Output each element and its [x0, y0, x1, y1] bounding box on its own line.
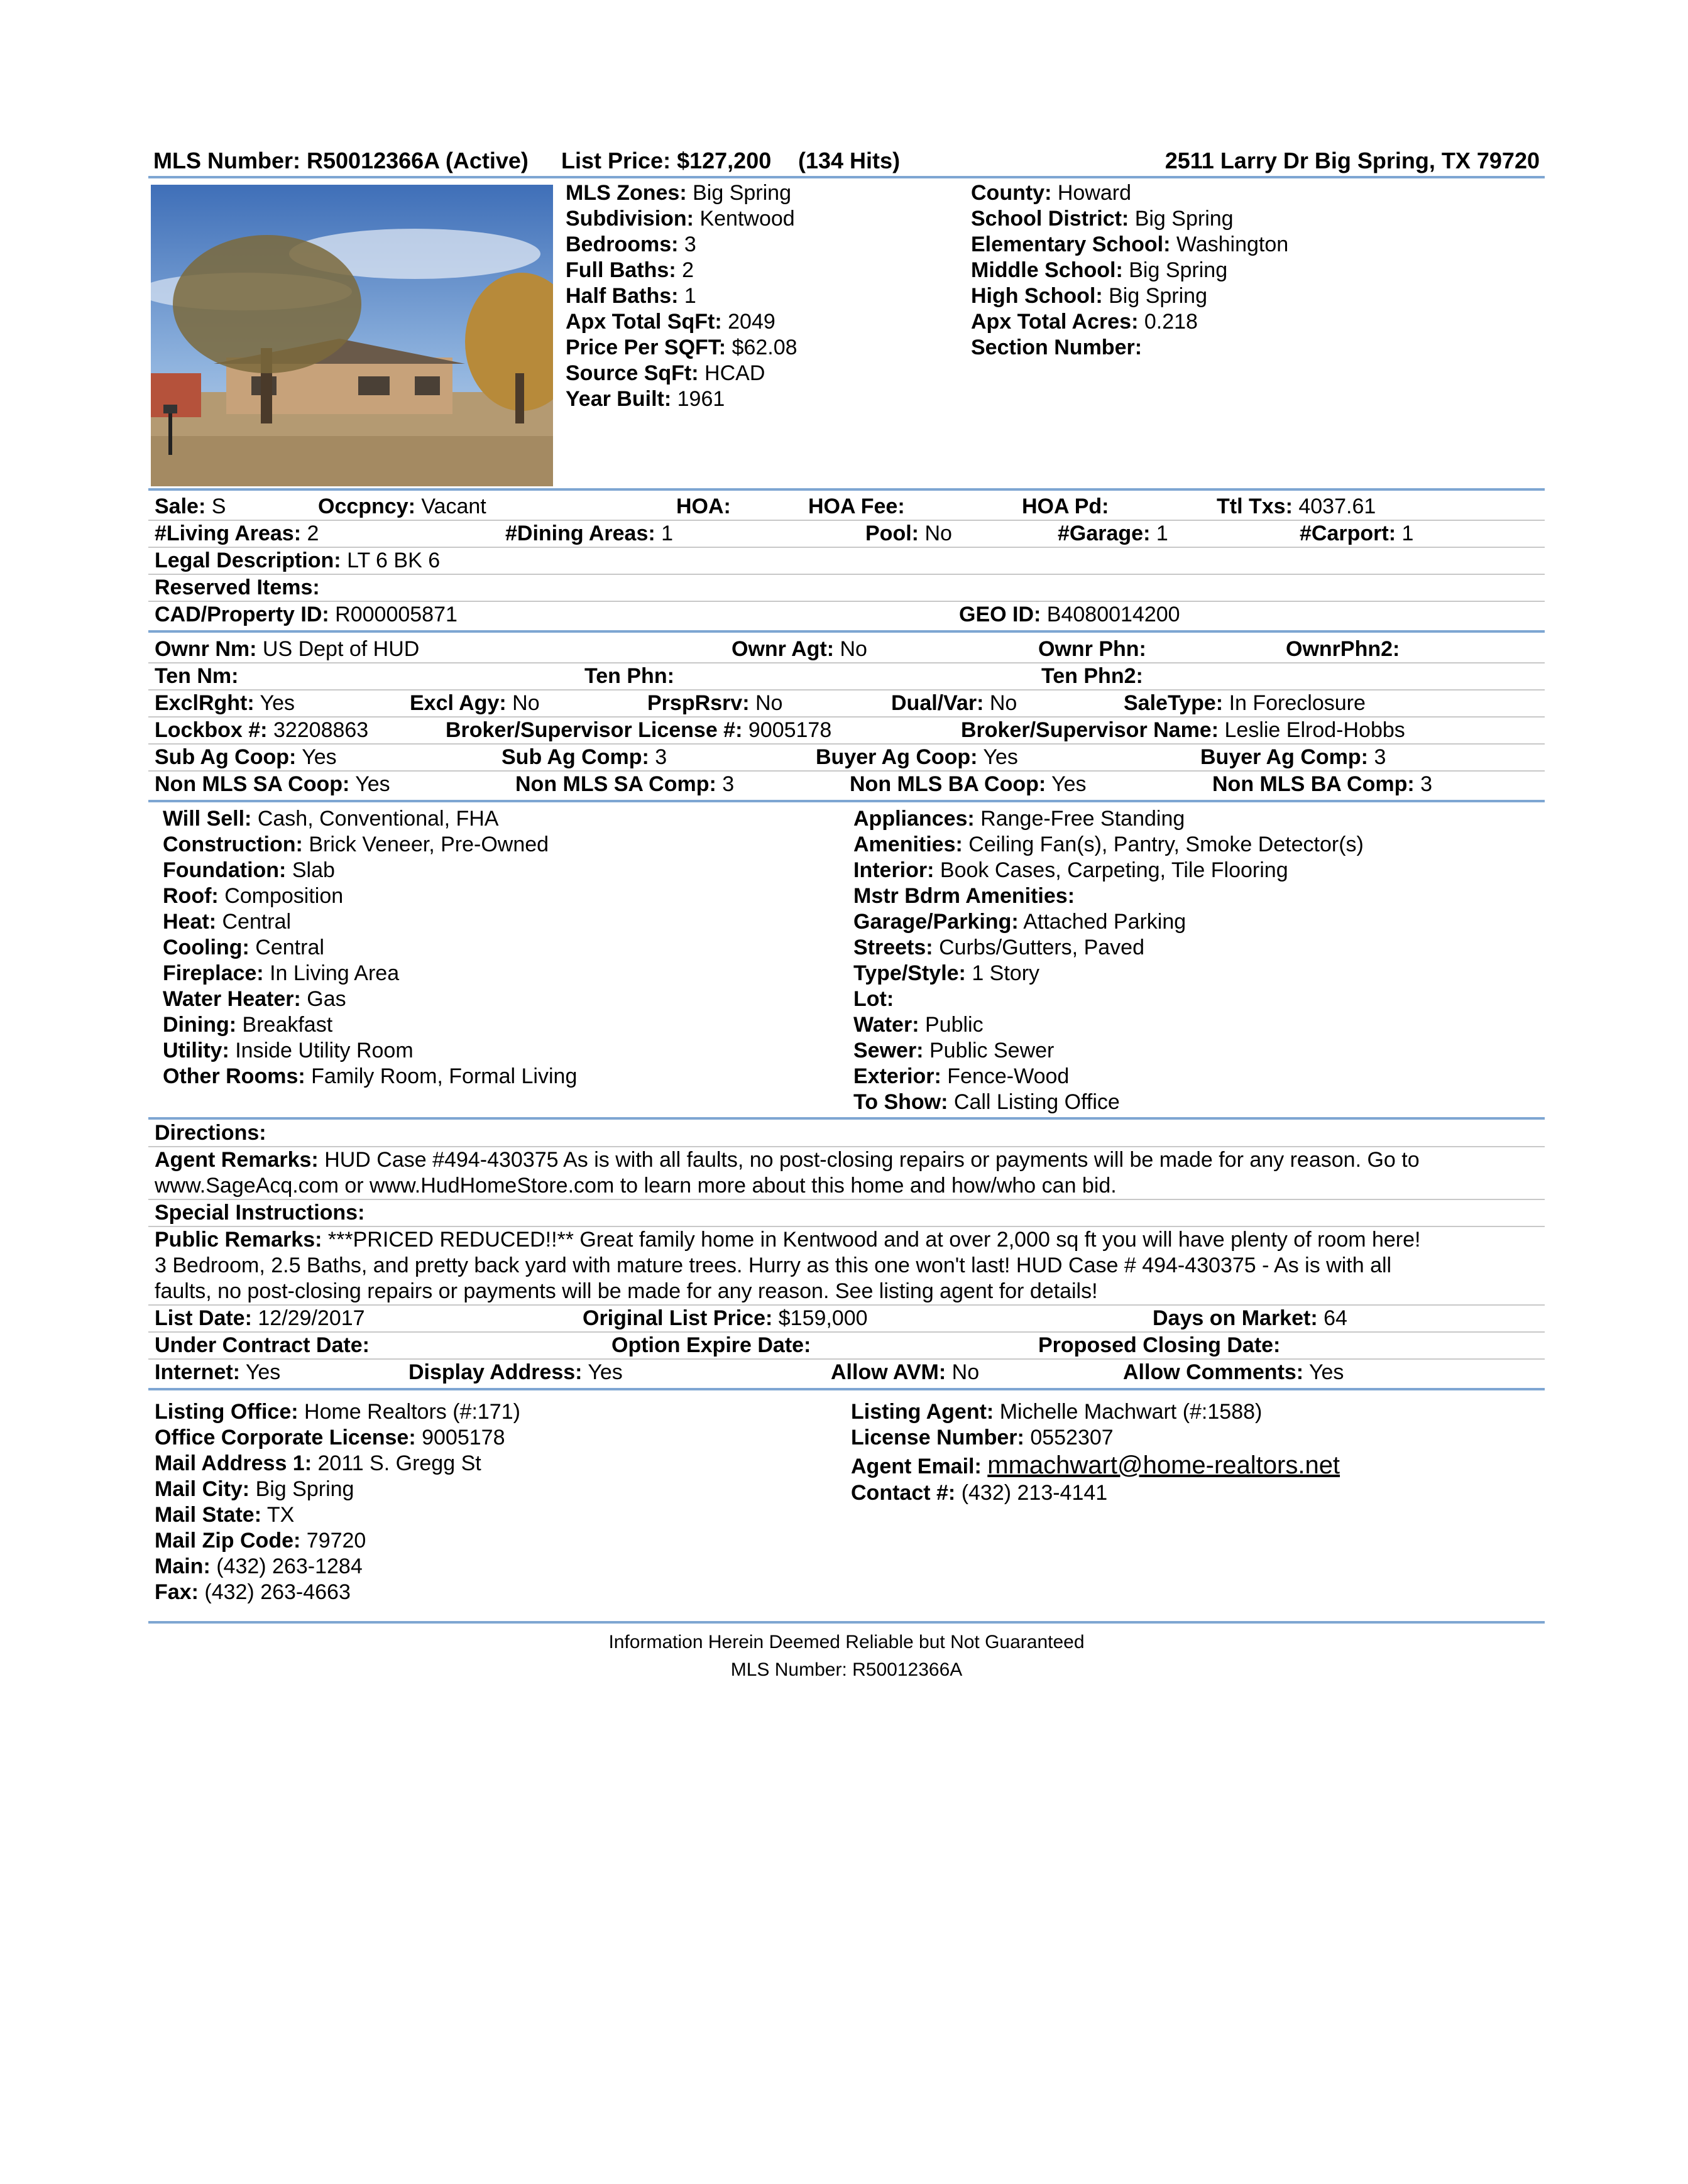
school-value: Big Spring: [1109, 284, 1207, 308]
summary-left: [566, 180, 797, 412]
field-label: #Living Areas:: [155, 521, 302, 545]
owner-name-value: US Dept of HUD: [262, 637, 420, 661]
office-label: Office Corporate License:: [155, 1426, 416, 1450]
office-left: [155, 1399, 520, 1605]
office-value: Home Realtors (#:171): [304, 1400, 520, 1424]
summary-field: [566, 361, 797, 386]
field-label: Reserved Items:: [155, 576, 320, 599]
field-label: HOA Fee:: [808, 494, 905, 518]
field-label: HOA:: [676, 494, 731, 518]
feature-label: Heat:: [163, 910, 217, 934]
feature-field: [163, 832, 577, 858]
feature-label: Cooling:: [163, 936, 249, 959]
school-value: Howard: [1057, 181, 1132, 205]
field-label: SaleType:: [1124, 691, 1224, 715]
field-label: Special Instructions:: [155, 1201, 365, 1225]
field-label: GEO ID:: [959, 603, 1041, 626]
feature-field: [853, 1012, 1364, 1038]
field-value: 1: [661, 521, 674, 545]
feature-label: Utility:: [163, 1039, 229, 1062]
school-field: [971, 206, 1288, 232]
field-value: Yes: [588, 1360, 623, 1384]
feature-value: Call Listing Office: [953, 1090, 1120, 1114]
feature-value: Public Sewer: [929, 1039, 1055, 1062]
feature-value: Breakfast: [242, 1013, 333, 1037]
feature-label: Interior:: [853, 858, 934, 882]
contract-row: [155, 1333, 1543, 1358]
cad-row: [155, 602, 1543, 628]
summary-value: 2049: [728, 310, 775, 334]
field-label: Days on Market:: [1153, 1306, 1318, 1330]
field-value: 32208863: [273, 718, 369, 742]
listing-header: [148, 146, 1545, 178]
school-value: Big Spring: [1129, 258, 1228, 282]
field-label: HOA Pd:: [1022, 494, 1109, 518]
feature-value: Slab: [292, 858, 335, 882]
field-label: Public Remarks:: [155, 1228, 322, 1252]
summary-value: Big Spring: [693, 181, 791, 205]
public-remarks: [155, 1227, 1537, 1304]
office-value: 2011 S. Gregg St: [317, 1451, 481, 1475]
summary-field: [566, 309, 797, 335]
feature-value: Book Cases, Carpeting, Tile Flooring: [940, 858, 1288, 882]
listing-agent-value: Michelle Machwart (#:1588): [999, 1400, 1263, 1424]
field-label: Allow AVM:: [831, 1360, 946, 1384]
field-label: List Date:: [155, 1306, 252, 1330]
summary-value: 3: [684, 232, 696, 256]
field-value: 9005178: [748, 718, 832, 742]
summary-label: Year Built:: [566, 387, 672, 411]
feature-label: Amenities:: [853, 833, 963, 856]
field-value: No: [512, 691, 540, 715]
agent-email-link[interactable]: mmachwart@home-realtors.net: [987, 1451, 1340, 1479]
field-value: 3: [1420, 772, 1433, 796]
field-label: Sale:: [155, 494, 206, 518]
office-value: 79720: [306, 1529, 366, 1553]
field-label: Broker/Supervisor License #:: [446, 718, 743, 742]
field-label: #Dining Areas:: [505, 521, 655, 545]
non-mls-row: [155, 772, 1543, 797]
summary-label: Source SqFt:: [566, 361, 699, 385]
feature-value: Ceiling Fan(s), Pantry, Smoke Detector(s): [968, 833, 1364, 856]
feature-field: [853, 961, 1364, 986]
original-price-value: $159,000: [778, 1306, 868, 1330]
feature-label: Sewer:: [853, 1039, 924, 1062]
feature-label: Water Heater:: [163, 987, 301, 1011]
school-field: [971, 232, 1288, 258]
field-value: HUD Case #494-430375 As is with all faults, no post-closing repairs or payments will be made for any reason. Go to: [324, 1148, 1420, 1172]
field-value: No: [989, 691, 1017, 715]
field-label: Buyer Ag Coop:: [816, 745, 978, 769]
feature-label: Streets:: [853, 936, 933, 959]
feature-field: [853, 1038, 1364, 1064]
feature-label: Fireplace:: [163, 961, 264, 985]
school-label: Middle School:: [971, 258, 1123, 282]
office-label: Mail City:: [155, 1477, 250, 1501]
feature-field: [163, 909, 577, 935]
summary-value: Kentwood: [699, 207, 795, 231]
feature-field: [853, 832, 1364, 858]
field-label: Contact #:: [851, 1481, 956, 1505]
field-label: Occpncy:: [318, 494, 415, 518]
field-value: 0552307: [1030, 1426, 1114, 1450]
school-label: County:: [971, 181, 1052, 205]
school-field: [971, 180, 1288, 206]
summary-label: Bedrooms:: [566, 232, 679, 256]
field-value: Yes: [260, 691, 295, 715]
office-field: [155, 1451, 520, 1477]
office-field: [155, 1477, 520, 1502]
field-value: No: [755, 691, 783, 715]
office-field: [155, 1425, 520, 1451]
section-divider: [148, 1621, 1545, 1624]
feature-label: Dining:: [163, 1013, 237, 1037]
list-price-label: List Price:: [561, 148, 671, 173]
section-divider: [148, 800, 1545, 802]
field-label: Pool:: [865, 521, 919, 545]
school-field: [971, 258, 1288, 283]
office-label: Mail State:: [155, 1503, 262, 1527]
feature-value: Inside Utility Room: [235, 1039, 414, 1062]
field-value: Yes: [1308, 1360, 1344, 1384]
office-field: [155, 1554, 520, 1580]
feature-label: Construction:: [163, 833, 303, 856]
field-label: ExclRght:: [155, 691, 255, 715]
sub-agent-row: [155, 745, 1543, 770]
field-value: Yes: [1051, 772, 1087, 796]
sale-value: S: [211, 494, 226, 518]
summary-field: [566, 386, 797, 412]
feature-field: [163, 961, 577, 986]
field-label: Ttl Txs:: [1217, 494, 1293, 518]
directions: [155, 1120, 1537, 1146]
office-right: [851, 1399, 1340, 1506]
office-label: Main:: [155, 1554, 211, 1578]
school-field: [971, 309, 1288, 335]
summary-value: 2: [682, 258, 694, 282]
field-label: Non MLS SA Comp:: [515, 772, 716, 796]
field-label: Display Address:: [408, 1360, 583, 1384]
feature-value: Central: [222, 910, 292, 934]
summary-label: Price Per SQFT:: [566, 336, 726, 359]
office-field: [155, 1580, 520, 1605]
field-value: No: [924, 521, 952, 545]
field-label: Agent Email:: [851, 1455, 982, 1478]
days-on-market-value: 64: [1324, 1306, 1347, 1330]
feature-field: [163, 1064, 577, 1089]
feature-value: Brick Veneer, Pre-Owned: [309, 833, 549, 856]
field-label: Internet:: [155, 1360, 240, 1384]
field-label: License Number:: [851, 1426, 1024, 1450]
list-price-value: $127,200: [677, 148, 772, 173]
field-label: Under Contract Date:: [155, 1333, 370, 1357]
field-label: Sub Ag Comp:: [501, 745, 649, 769]
feature-label: Other Rooms:: [163, 1064, 305, 1088]
summary-value: 1: [684, 284, 696, 308]
owner-row: [155, 636, 1543, 662]
field-label: #Carport:: [1300, 521, 1396, 545]
section-divider: [148, 1388, 1545, 1390]
field-value: No: [951, 1360, 980, 1384]
feature-label: To Show:: [853, 1090, 948, 1114]
summary-label: Full Baths:: [566, 258, 676, 282]
feature-label: Appliances:: [853, 807, 975, 831]
field-label: Broker/Supervisor Name:: [961, 718, 1219, 742]
footer-disclaimer: Information Herein Deemed Reliable but Not Guaranteed: [608, 1632, 1085, 1652]
feature-label: Foundation:: [163, 858, 287, 882]
office-value: 9005178: [422, 1426, 505, 1450]
feature-label: Exterior:: [853, 1064, 941, 1088]
summary-label: Apx Total SqFt:: [566, 310, 722, 334]
feature-label: Will Sell:: [163, 807, 252, 831]
field-value: 3: [722, 772, 735, 796]
field-value: No: [840, 637, 867, 661]
summary-field: [566, 232, 797, 258]
lockbox-row: [155, 718, 1543, 743]
field-value: 3 Bedroom, 2.5 Baths, and pretty back yard with mature trees. Hurry as this one won't last! HUD Case # 494-430375 - As is with all: [155, 1253, 1392, 1277]
field-label: CAD/Property ID:: [155, 603, 329, 626]
field-label: Non MLS SA Coop:: [155, 772, 350, 796]
office-label: Mail Address 1:: [155, 1451, 312, 1475]
field-label: Option Expire Date:: [611, 1333, 811, 1357]
feature-label: Type/Style:: [853, 961, 966, 985]
mls-number-value: R50012366A (Active): [307, 148, 529, 173]
geo-id-value: B4080014200: [1046, 603, 1180, 626]
summary-value: 1961: [677, 387, 725, 411]
school-value: Washington: [1176, 232, 1289, 256]
section-divider: [148, 630, 1545, 633]
field-value: Yes: [302, 745, 337, 769]
field-value: www.SageAcq.com or www.HudHomeStore.com to learn more about this home and how/who can bid.: [155, 1174, 1117, 1198]
field-label: Listing Agent:: [851, 1400, 994, 1424]
office-value: Big Spring: [255, 1477, 354, 1501]
field-label: Ten Phn2:: [1041, 664, 1143, 688]
feature-field: [163, 986, 577, 1012]
feature-field: [163, 806, 577, 832]
summary-label: Half Baths:: [566, 284, 679, 308]
feature-label: Water:: [853, 1013, 919, 1037]
exclusive-row: [155, 691, 1543, 716]
feature-field: [853, 909, 1364, 935]
section-divider: [148, 488, 1545, 491]
feature-value: In Living Area: [270, 961, 400, 985]
office-label: Fax:: [155, 1580, 199, 1604]
summary-field: [566, 283, 797, 309]
feature-field: [853, 883, 1364, 909]
sale-row: [155, 494, 1543, 520]
sale-type-value: In Foreclosure: [1229, 691, 1366, 715]
feature-value: Curbs/Gutters, Paved: [939, 936, 1144, 959]
field-value: 1: [1156, 521, 1168, 545]
field-value: faults, no post-closing repairs or payments will be made for any reason. See listing agent for details!: [155, 1279, 1098, 1303]
feature-label: Lot:: [853, 987, 894, 1011]
office-value: (432) 263-1284: [216, 1554, 363, 1578]
field-value: ***PRICED REDUCED!!** Great family home in Kentwood and at over 2,000 sq ft you will have plenty of room here!: [327, 1228, 1421, 1252]
total-taxes-value: 4037.61: [1298, 494, 1376, 518]
field-label: Sub Ag Coop:: [155, 745, 297, 769]
summary-label: Subdivision:: [566, 207, 694, 231]
list-date-row: [155, 1306, 1543, 1331]
feature-value: Central: [255, 936, 324, 959]
field-value: 2: [307, 521, 319, 545]
office-field: [155, 1399, 520, 1425]
property-address: 2511 Larry Dr Big Spring, TX 79720: [1165, 148, 1540, 173]
school-value: Big Spring: [1134, 207, 1234, 231]
school-field: [971, 335, 1288, 361]
school-label: High School:: [971, 284, 1103, 308]
feature-value: 1 Story: [972, 961, 1040, 985]
school-label: Elementary School:: [971, 232, 1171, 256]
office-label: Mail Zip Code:: [155, 1529, 301, 1553]
field-label: Ownr Agt:: [732, 637, 835, 661]
feature-field: [853, 806, 1364, 832]
summary-field: [566, 206, 797, 232]
contact-number-value: (432) 213-4141: [961, 1481, 1108, 1505]
feature-value: Composition: [224, 884, 344, 908]
summary-field: [566, 258, 797, 283]
field-label: Lockbox #:: [155, 718, 268, 742]
school-value: 0.218: [1144, 310, 1198, 334]
agent-remarks: [155, 1147, 1537, 1199]
office-value: (432) 263-4663: [204, 1580, 351, 1604]
list-date-value: 12/29/2017: [258, 1306, 365, 1330]
feature-value: Fence-Wood: [947, 1064, 1070, 1088]
feature-value: Gas: [307, 987, 346, 1011]
field-label: Ten Nm:: [155, 664, 239, 688]
field-label: Dual/Var:: [891, 691, 984, 715]
summary-field: [566, 180, 797, 206]
field-value: 3: [1374, 745, 1386, 769]
feature-value: Public: [924, 1013, 984, 1037]
feature-value: Attached Parking: [1023, 910, 1187, 934]
field-label: OwnrPhn2:: [1286, 637, 1400, 661]
field-label: PrspRsrv:: [647, 691, 750, 715]
areas-row: [155, 521, 1543, 547]
feature-field: [853, 935, 1364, 961]
field-label: Excl Agy:: [410, 691, 507, 715]
occupancy-value: Vacant: [421, 494, 486, 518]
field-label: Agent Remarks:: [155, 1148, 319, 1172]
field-label: Ten Phn:: [584, 664, 674, 688]
feature-field: [163, 935, 577, 961]
field-label: Ownr Nm:: [155, 637, 257, 661]
features-right: [853, 806, 1364, 1115]
internet-row: [155, 1360, 1543, 1385]
field-label: Allow Comments:: [1123, 1360, 1304, 1384]
legal-row: [155, 548, 1543, 574]
field-value: 3: [655, 745, 667, 769]
office-field: [155, 1528, 520, 1554]
feature-value: Family Room, Formal Living: [311, 1064, 578, 1088]
field-value: Yes: [983, 745, 1018, 769]
field-label: Non MLS BA Comp:: [1212, 772, 1415, 796]
feature-field: [853, 986, 1364, 1012]
summary-field: [566, 335, 797, 361]
feature-field: [163, 883, 577, 909]
feature-value: Cash, Conventional, FHA: [257, 807, 499, 831]
feature-field: [163, 858, 577, 883]
section-divider: [148, 1117, 1545, 1120]
feature-value: Range-Free Standing: [980, 807, 1185, 831]
summary-value: HCAD: [704, 361, 765, 385]
mls-number-label: MLS Number:: [153, 148, 300, 173]
feature-field: [163, 1012, 577, 1038]
field-label: Ownr Phn:: [1038, 637, 1146, 661]
reserved-row: [155, 575, 1543, 601]
house-photo-icon: [151, 185, 553, 486]
field-value: 1: [1401, 521, 1414, 545]
school-field: [971, 283, 1288, 309]
field-label: Legal Description:: [155, 549, 341, 572]
field-label: Directions:: [155, 1121, 266, 1145]
tenant-row: [155, 663, 1543, 689]
school-label: Section Number:: [971, 336, 1143, 359]
field-label: Non MLS BA Coop:: [850, 772, 1046, 796]
summary-right: [971, 180, 1288, 361]
broker-name-value: Leslie Elrod-Hobbs: [1224, 718, 1405, 742]
cad-id-value: R000005871: [335, 603, 458, 626]
summary-value: $62.08: [732, 336, 797, 359]
house-photo: [151, 185, 553, 486]
field-label: #Garage:: [1058, 521, 1151, 545]
feature-label: Mstr Bdrm Amenities:: [853, 884, 1075, 908]
feature-label: Roof:: [163, 884, 219, 908]
footer-mls-number: MLS Number: R50012366A: [730, 1659, 963, 1680]
field-value: Yes: [355, 772, 390, 796]
legal-description-value: LT 6 BK 6: [347, 549, 441, 572]
feature-field: [853, 1064, 1364, 1089]
hits-count: (134 Hits): [798, 148, 901, 173]
school-label: School District:: [971, 207, 1129, 231]
office-label: Listing Office:: [155, 1400, 299, 1424]
feature-field: [853, 1089, 1364, 1115]
school-label: Apx Total Acres:: [971, 310, 1139, 334]
features-left: [163, 806, 577, 1089]
feature-field: [163, 1038, 577, 1064]
field-label: Original List Price:: [583, 1306, 773, 1330]
office-field: [155, 1502, 520, 1528]
office-value: TX: [266, 1503, 295, 1527]
field-label: Buyer Ag Comp:: [1200, 745, 1368, 769]
field-value: Yes: [245, 1360, 281, 1384]
summary-label: MLS Zones:: [566, 181, 687, 205]
special-instructions: [155, 1200, 1537, 1226]
feature-field: [853, 858, 1364, 883]
field-label: Proposed Closing Date:: [1038, 1333, 1281, 1357]
feature-label: Garage/Parking:: [853, 910, 1019, 934]
